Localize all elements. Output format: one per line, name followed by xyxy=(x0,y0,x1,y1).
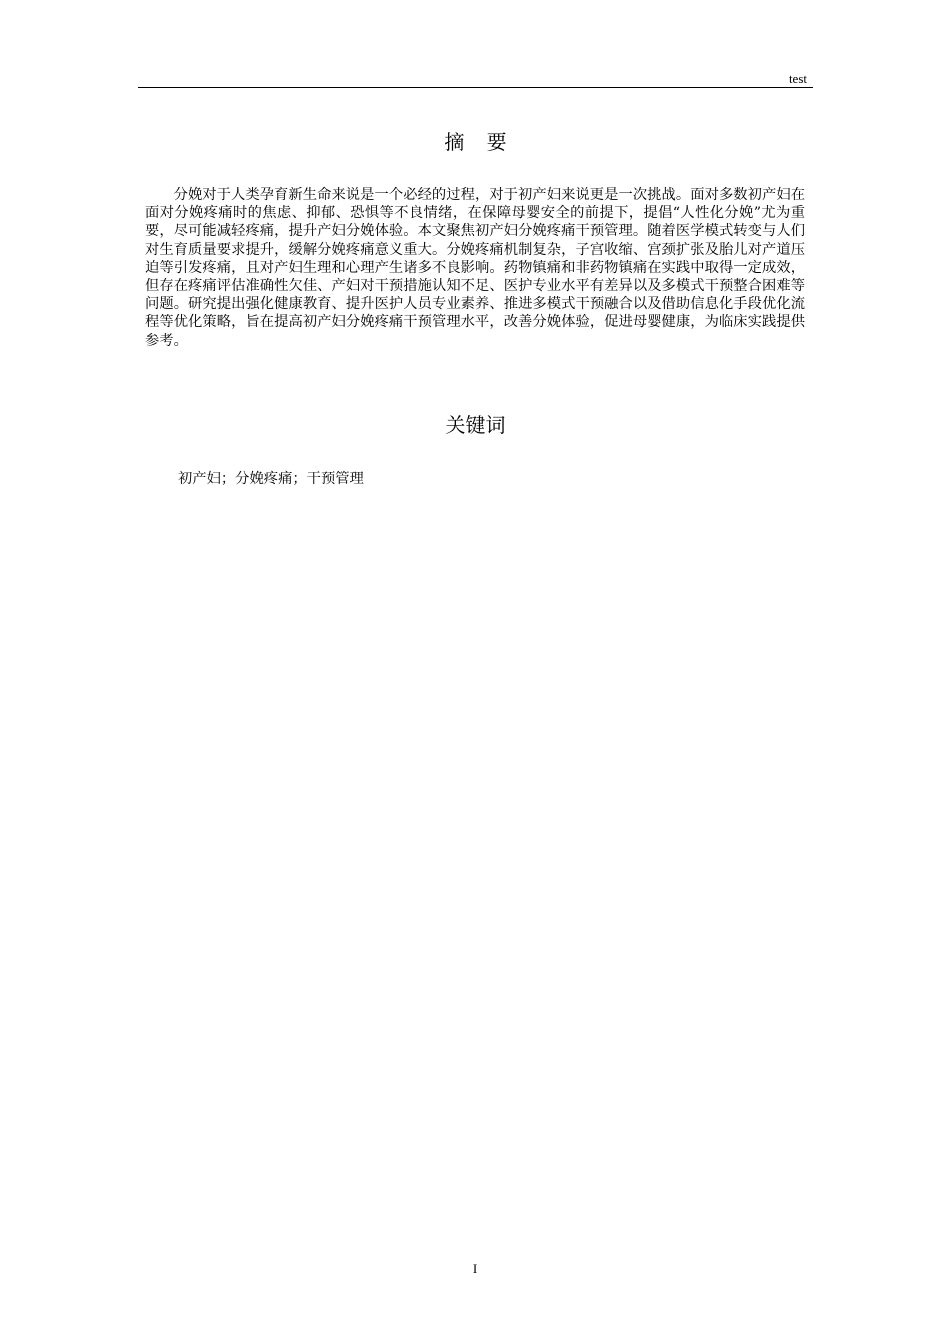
page-number: I xyxy=(472,1261,478,1276)
page-header-text: test xyxy=(788,71,807,86)
keywords-title: 关键词 xyxy=(445,413,506,437)
header-rule xyxy=(138,87,813,88)
abstract-body: 分娩对于人类孕育新生命来说是一个必经的过程，对于初产妇来说更是一次挑战。面对多数初产妇在面对分娩疼痛时的焦虑、抑郁、恐惧等不良情绪，在保障母婴安全的前提下，提倡“人性化分娩”尤为重要，尽可能减轻疼痛，提升产妇分娩体验。本文聚焦初产妇分娩疼痛干预管理。随着医学模式转变与人们对生育质量要求提升，缓解分娩疼痛意义重大。分娩疼痛机制复杂，子宫收缩、宫颈扩张及胎儿对产道压迫等引发疼痛，且对产妇生理和心理产生诸多不良影响。药物镇痛和非药物镇痛在实践中取得一定成效，但存在疼痛评估准确性欠佳、产妇对干预措施认知不足、医护专业水平有差异以及多模式干预整合困难等问题。研究提出强化健康教育、提升医护人员专业素养、推进多模式干预融合以及借助信息化手段优化流程等优化策略，旨在提高初产妇分娩疼痛干预管理水平，改善分娩体验，促进母婴健康，为临床实践提供参考。 xyxy=(145,187,805,349)
keywords-body: 初产妇；分娩疼痛；干预管理 xyxy=(178,471,364,487)
abstract-title: 摘 要 xyxy=(444,130,515,154)
